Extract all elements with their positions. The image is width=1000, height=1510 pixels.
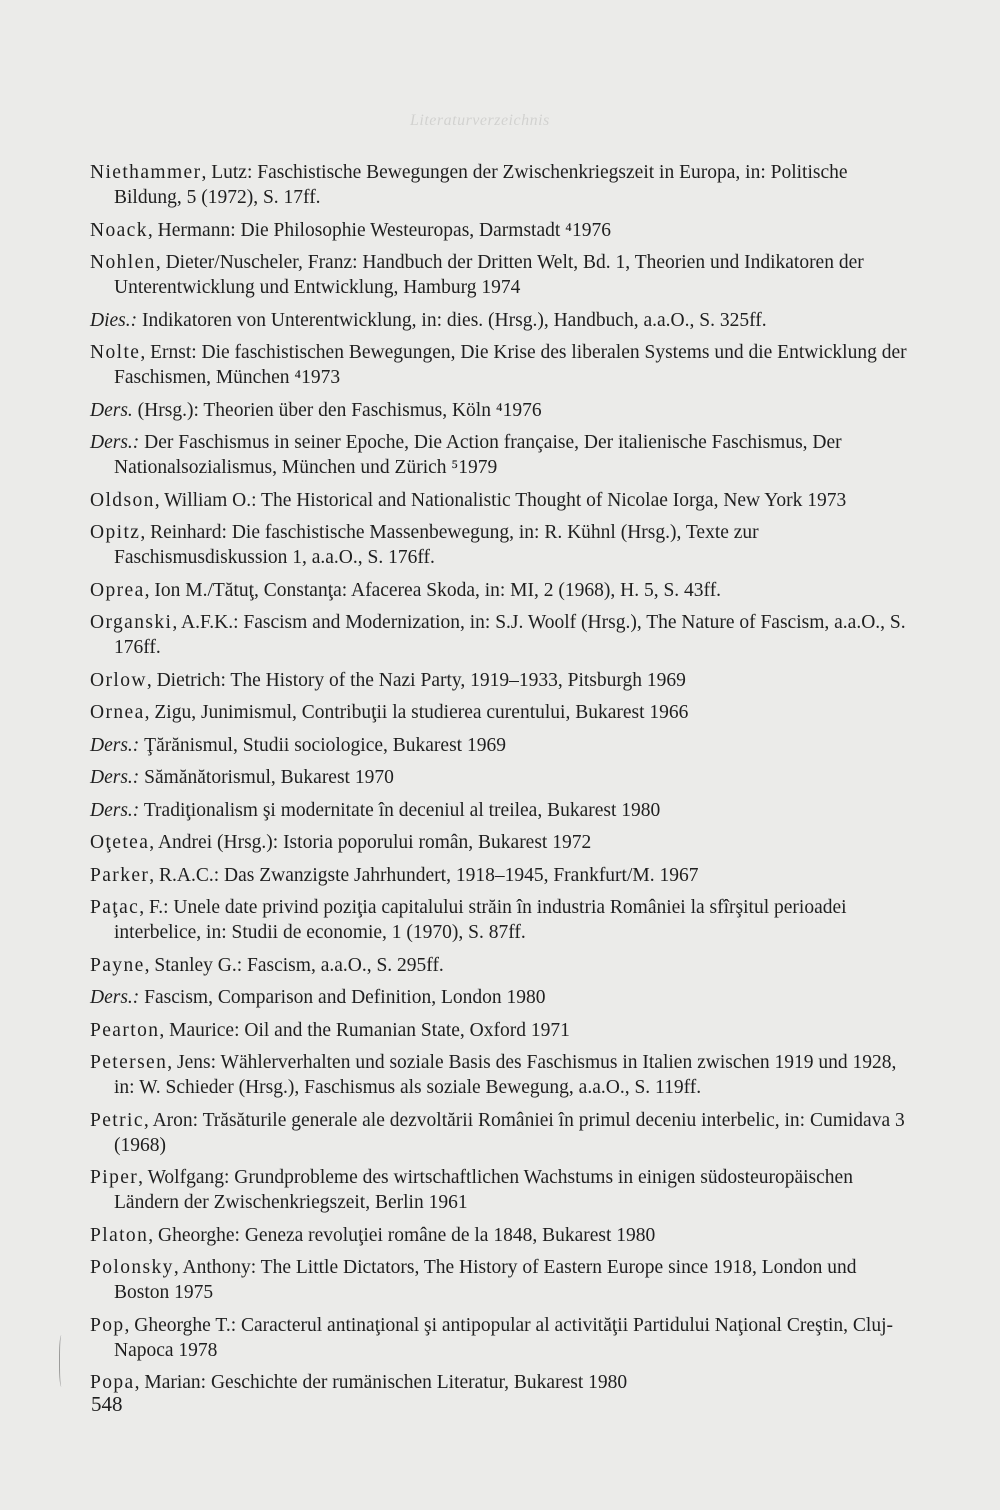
bibliography-entry <box>90 430 910 480</box>
entry-author: Oprea <box>90 579 145 601</box>
entry-citation-text: , Ion M./Tătuţ, Constanţa: Afacerea Skoda, in: MI, 2 (1968), H. 5, S. 43ff. <box>144 579 722 601</box>
entry-author: Petersen <box>90 1052 168 1073</box>
entry-author: Petric <box>90 1109 144 1131</box>
entry-author: Nolte <box>90 342 141 363</box>
entry-author: Niethammer <box>90 162 202 183</box>
entry-citation-text: Indikatoren von Unterentwicklung, in: dies. (Hrsg.), Handbuch, a.a.O., S. 325ff. <box>137 309 767 331</box>
bibliography-entry <box>90 610 910 660</box>
bibliography-entry <box>90 1050 910 1100</box>
entry-citation-text: , Gheorghe: Geneza revoluţiei române de la 1848, Bukarest 1980 <box>148 1224 656 1246</box>
bibliography-entry <box>90 895 910 945</box>
entry-citation-text: , Stanley G.: Fascism, a.a.O., S. 295ff. <box>144 954 444 976</box>
entry-author: Polonsky <box>90 1257 174 1278</box>
entry-author: Nohlen <box>90 252 156 273</box>
bibliography-list <box>90 160 910 1403</box>
bibliography-entry <box>90 1313 910 1363</box>
entry-citation-text: , Aron: Trăsăturile generale ale dezvoltării României în primul deceniu interbelic, in: Cumidava 3 (1968) <box>114 1109 905 1156</box>
running-header-bleedthrough: Literaturverzeichnis <box>410 112 550 129</box>
entry-author: Platon <box>90 1224 149 1246</box>
bibliography-entry <box>90 863 910 888</box>
bibliography-entry <box>90 1018 910 1043</box>
entry-citation-text: , Hermann: Die Philosophie Westeuropas, Darmstadt ⁴1976 <box>147 219 611 241</box>
margin-pencil-mark <box>59 1335 65 1387</box>
bibliography-entry <box>90 1370 910 1395</box>
bibliography-entry <box>90 733 910 758</box>
entry-author: Opitz <box>90 522 141 543</box>
bibliography-entry <box>90 1165 910 1215</box>
bibliography-entry <box>90 985 910 1010</box>
bibliography-entry <box>90 160 910 210</box>
entry-author: Oldson <box>90 489 155 511</box>
bibliography-entry <box>90 1255 910 1305</box>
entry-citation-text: , William O.: The Historical and Nationalistic Thought of Nicolae Iorga, New York 1973 <box>154 489 847 511</box>
bibliography-entry <box>90 218 910 243</box>
entry-citation-text: Ţărănismul, Studii sociologice, Bukarest 1969 <box>139 734 506 756</box>
bibliography-entry <box>90 488 910 513</box>
entry-citation-text: , Reinhard: Die faschistische Massenbewegung, in: R. Kühnl (Hrsg.), Texte zur Faschismusdiskussion 1, a.a.O., S. 176ff. <box>114 522 759 568</box>
bibliography-entry <box>90 1108 910 1158</box>
entry-author: Ornea <box>90 702 145 723</box>
entry-citation-text: , Lutz: Faschistische Bewegungen der Zwischenkriegszeit in Europa, in: Politische Bildung, 5 (1972), S. 17ff. <box>114 162 848 208</box>
entry-same-author-abbrev: Dies.: <box>90 309 138 331</box>
entry-same-author-abbrev: Ders.: <box>90 734 140 756</box>
entry-citation-text: Der Faschismus in seiner Epoche, Die Action française, Der italienische Faschismus, Der Nationalsozialismus, München und Zürich ⁵1979 <box>114 432 842 478</box>
entry-author: Paţac <box>90 897 140 918</box>
entry-same-author-abbrev: Ders.: <box>90 987 140 1008</box>
entry-citation-text: , Dietrich: The History of the Nazi Party, 1919–1933, Pitsburgh 1969 <box>146 669 686 691</box>
entry-same-author-abbrev: Ders. <box>90 399 133 421</box>
entry-citation-text: , Dieter/Nuscheler, Franz: Handbuch der Dritten Welt, Bd. 1, Theorien und Indikatoren der Unterentwicklung und Entwicklung, Hamburg 1974 <box>114 252 864 298</box>
bibliography-entry <box>90 798 910 823</box>
entry-citation-text: , Maurice: Oil and the Rumanian State, Oxford 1971 <box>159 1019 570 1041</box>
entry-author: Noack <box>90 219 148 241</box>
entry-citation-text: , A.F.K.: Fascism and Modernization, in: S.J. Woolf (Hrsg.), The Nature of Fascism, a.a.O., S. 176ff. <box>114 612 906 658</box>
entry-citation-text: Sămănătorismul, Bukarest 1970 <box>139 767 394 788</box>
entry-author: Pearton <box>90 1019 160 1041</box>
entry-same-author-abbrev: Ders.: <box>90 432 140 453</box>
entry-citation-text: , F.: Unele date privind poziţia capitalului străin în industria României la sfîrşitul perioadei interbelice, in: Studii de economie, 1 (1970), S. 87ff. <box>114 897 847 943</box>
entry-author: Organski <box>90 612 173 633</box>
entry-same-author-abbrev: Ders.: <box>90 767 140 788</box>
entry-author: Piper <box>90 1167 139 1188</box>
bibliography-entry <box>90 668 910 693</box>
entry-citation-text: , Jens: Wählerverhalten und soziale Basis des Faschismus in Italien zwischen 1919 und 1928, in: W. Schieder (Hrsg.), Faschismus als soziale Bewegung, a.a.O., S. 119ff. <box>114 1052 897 1098</box>
bibliography-entry <box>90 1223 910 1248</box>
bibliography-entry <box>90 340 910 390</box>
entry-citation-text: (Hrsg.): Theorien über den Faschismus, Köln ⁴1976 <box>132 399 542 421</box>
entry-citation-text: Tradiţionalism şi modernitate în deceniul al treilea, Bukarest 1980 <box>139 799 661 821</box>
bibliography-entry <box>90 700 910 725</box>
bibliography-entry <box>90 520 910 570</box>
bibliography-entry <box>90 250 910 300</box>
entry-same-author-abbrev: Ders.: <box>90 799 140 821</box>
entry-citation-text: , Anthony: The Little Dictators, The History of Eastern Europe since 1918, London und Boston 1975 <box>114 1257 857 1303</box>
entry-author: Pop <box>90 1314 125 1336</box>
entry-citation-text: , Andrei (Hrsg.): Istoria poporului român, Bukarest 1972 <box>149 832 592 853</box>
bibliography-entry <box>90 398 910 423</box>
bibliography-entry <box>90 953 910 978</box>
entry-author: Orlow <box>90 669 147 691</box>
bibliography-entry <box>90 578 910 603</box>
entry-citation-text: , Zigu, Junimismul, Contribuţii la studierea curentului, Bukarest 1966 <box>144 702 689 723</box>
entry-author: Payne <box>90 954 145 976</box>
entry-citation-text: , Gheorghe T.: Caracterul antinaţional şi antipopular al activităţii Partidului Naţional Creştin, Cluj-Napoca 1978 <box>114 1314 893 1361</box>
entry-citation-text: , Wolfgang: Grundprobleme des wirtschaftlichen Wachstums in einigen südosteuropäischen Ländern der Zwischenkriegszeit, Berlin 1961 <box>114 1167 853 1213</box>
entry-citation-text: , R.A.C.: Das Zwanzigste Jahrhundert, 1918–1945, Frankfurt/M. 1967 <box>149 864 699 886</box>
bibliography-entry <box>90 830 910 855</box>
entry-author: Popa <box>90 1372 135 1393</box>
entry-citation-text: , Marian: Geschichte der rumänischen Literatur, Bukarest 1980 <box>134 1372 628 1393</box>
bibliography-entry <box>90 765 910 790</box>
page-number: 548 <box>91 1392 123 1416</box>
entry-citation-text: Fascism, Comparison and Definition, London 1980 <box>139 987 546 1008</box>
entry-author: Oţetea <box>90 832 150 853</box>
entry-citation-text: , Ernst: Die faschistischen Bewegungen, Die Krise des liberalen Systems und die Entwicklung der Faschismen, München ⁴1973 <box>114 342 907 388</box>
bibliography-entry <box>90 308 910 333</box>
entry-author: Parker <box>90 864 150 886</box>
